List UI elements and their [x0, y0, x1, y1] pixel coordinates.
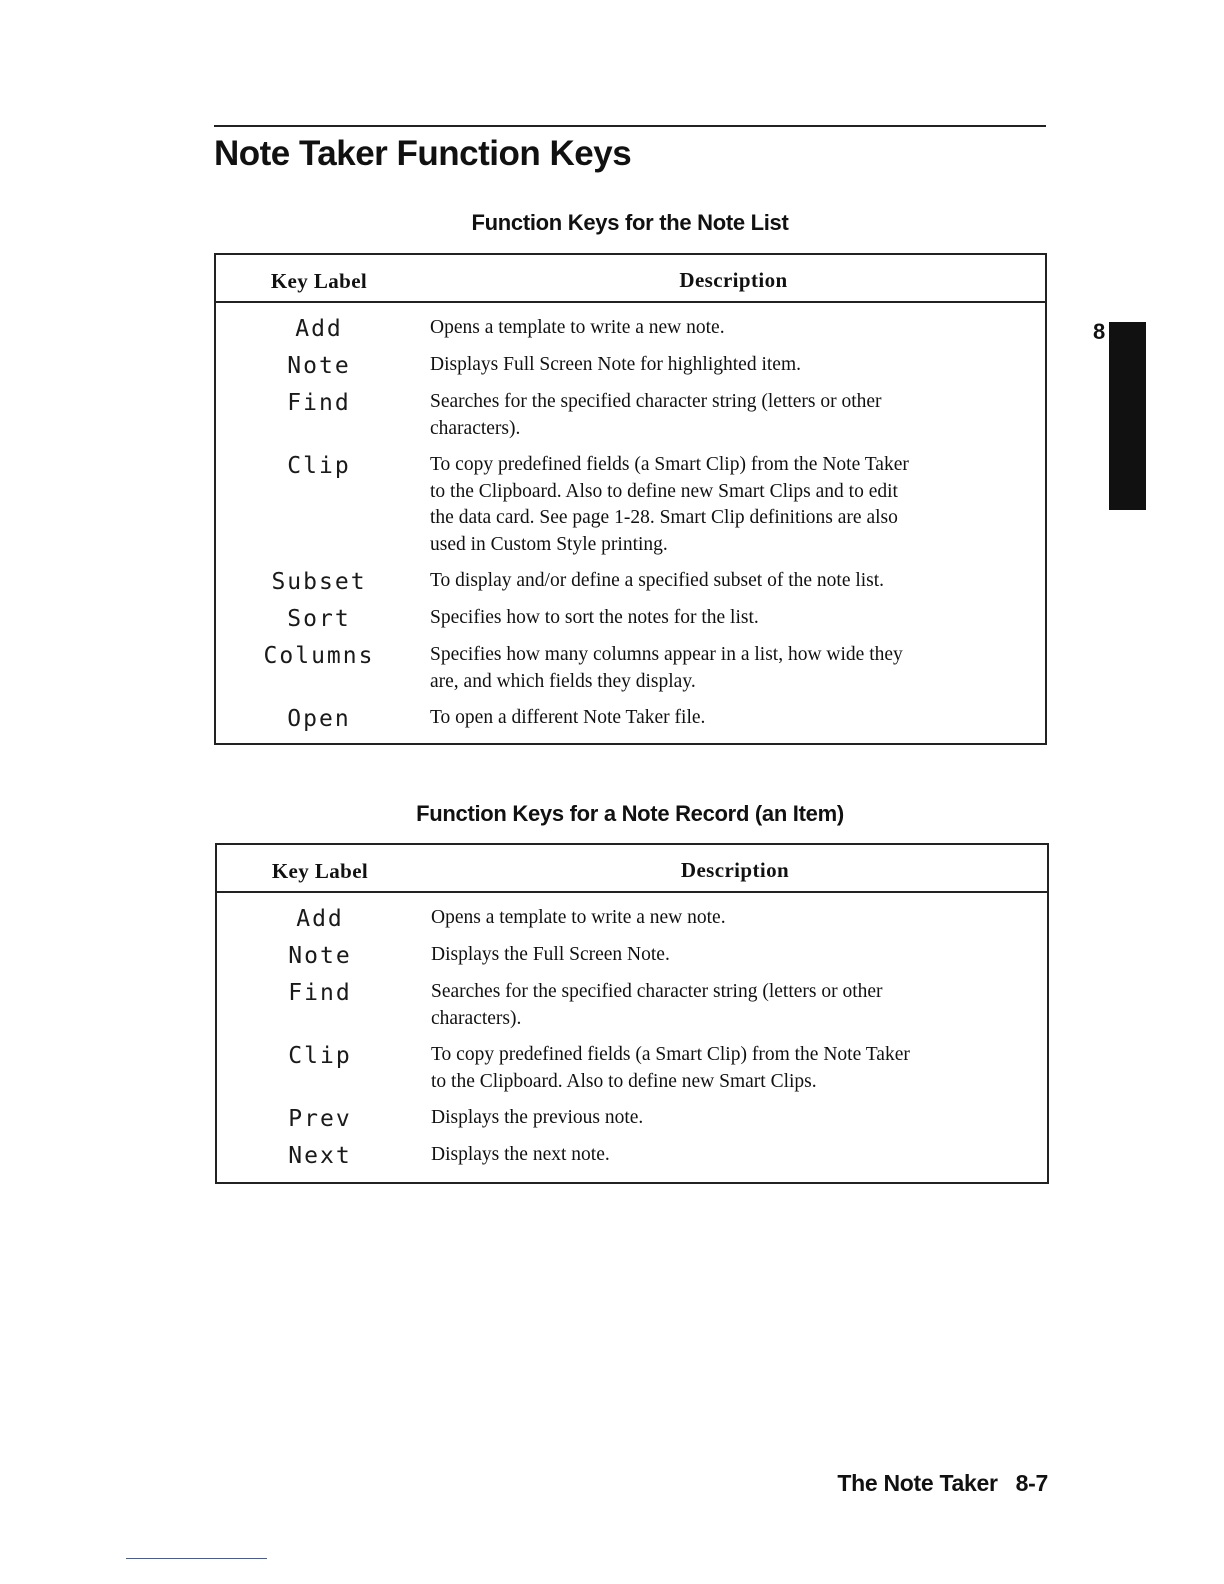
- table-row: [217, 1042, 1047, 1095]
- table-row: [217, 905, 1047, 932]
- key-label-add: Add: [295, 316, 343, 342]
- table-row: [217, 1142, 1047, 1169]
- key-label-add: Add: [296, 906, 344, 932]
- footer-section-title: The Note Taker: [837, 1470, 998, 1496]
- page-number: 8-7: [1015, 1470, 1048, 1496]
- table-row: [216, 642, 1045, 695]
- key-description: Specifies how to sort the notes for the list.: [430, 607, 759, 628]
- key-description: To copy predefined fields (a Smart Clip) from the Note Taker to the Clipboard. Also to define new Smart Clips.: [431, 1044, 910, 1092]
- table-row: [216, 705, 1045, 732]
- key-label-prev: Prev: [288, 1106, 352, 1132]
- key-label-sort: Sort: [287, 606, 351, 632]
- note-list-table-caption: Function Keys for the Note List: [471, 210, 789, 235]
- key-description: Searches for the specified character string (letters or other characters).: [430, 391, 882, 439]
- key-label-note: Note: [287, 353, 351, 379]
- key-label-header: Key Label: [270, 269, 368, 293]
- note-record-table-caption: Function Keys for a Note Record (an Item): [416, 801, 844, 826]
- table-row: [216, 352, 1045, 379]
- key-description: Displays the next note.: [431, 1144, 610, 1165]
- key-label-header: Key Label: [271, 859, 369, 883]
- key-label-find: Find: [287, 390, 351, 416]
- key-description: Searches for the specified character string (letters or other characters).: [431, 981, 883, 1029]
- table-row: [217, 1105, 1047, 1132]
- page-title: Note Taker Function Keys: [214, 134, 632, 173]
- key-label-subset: Subset: [271, 569, 367, 595]
- table-row: [216, 568, 1045, 595]
- top-rule: [214, 125, 1046, 127]
- chapter-tab-marker: [1109, 322, 1146, 510]
- key-description: Specifies how many columns appear in a list, how wide they are, and which fields they display.: [430, 644, 903, 692]
- table-row: [216, 452, 1045, 558]
- description-header: Description: [680, 858, 790, 882]
- description-header: Description: [679, 268, 788, 292]
- key-label-find: Find: [288, 980, 352, 1006]
- table-header: [216, 255, 1045, 303]
- key-description: Opens a template to write a new note.: [431, 907, 726, 928]
- key-label-clip: Clip: [288, 1043, 352, 1069]
- page-footer: [837, 1470, 1048, 1497]
- chapter-number: 8: [1093, 319, 1106, 344]
- table-body: [216, 303, 1045, 732]
- key-description: To display and/or define a specified subset of the note list.: [430, 570, 885, 591]
- note-record-function-keys-table: [215, 843, 1049, 1184]
- bottom-edge-line: [126, 1558, 267, 1559]
- key-description: Displays the Full Screen Note.: [431, 944, 670, 965]
- key-label-open: Open: [287, 706, 351, 732]
- key-description: To open a different Note Taker file.: [430, 707, 706, 728]
- table-row: [216, 315, 1045, 342]
- key-description: Displays Full Screen Note for highlighted item.: [430, 354, 801, 375]
- table-row: [217, 942, 1047, 969]
- key-description: To copy predefined fields (a Smart Clip) from the Note Taker to the Clipboard. Also to define new Smart Clips and to edit the data card. See page 1-28. Smart Clip definitions are also used in Custom Style printing.: [430, 454, 909, 555]
- table-body: [217, 893, 1047, 1169]
- table-row: [217, 979, 1047, 1032]
- table-header: [217, 845, 1047, 893]
- table-row: [216, 605, 1045, 632]
- table-row: [216, 389, 1045, 442]
- key-label-clip: Clip: [287, 453, 351, 479]
- key-label-next: Next: [288, 1143, 352, 1169]
- key-description: Displays the previous note.: [431, 1107, 644, 1128]
- key-label-note: Note: [288, 943, 352, 969]
- note-list-function-keys-table: [214, 253, 1047, 745]
- key-description: Opens a template to write a new note.: [430, 317, 725, 338]
- key-label-columns: Columns: [263, 643, 375, 669]
